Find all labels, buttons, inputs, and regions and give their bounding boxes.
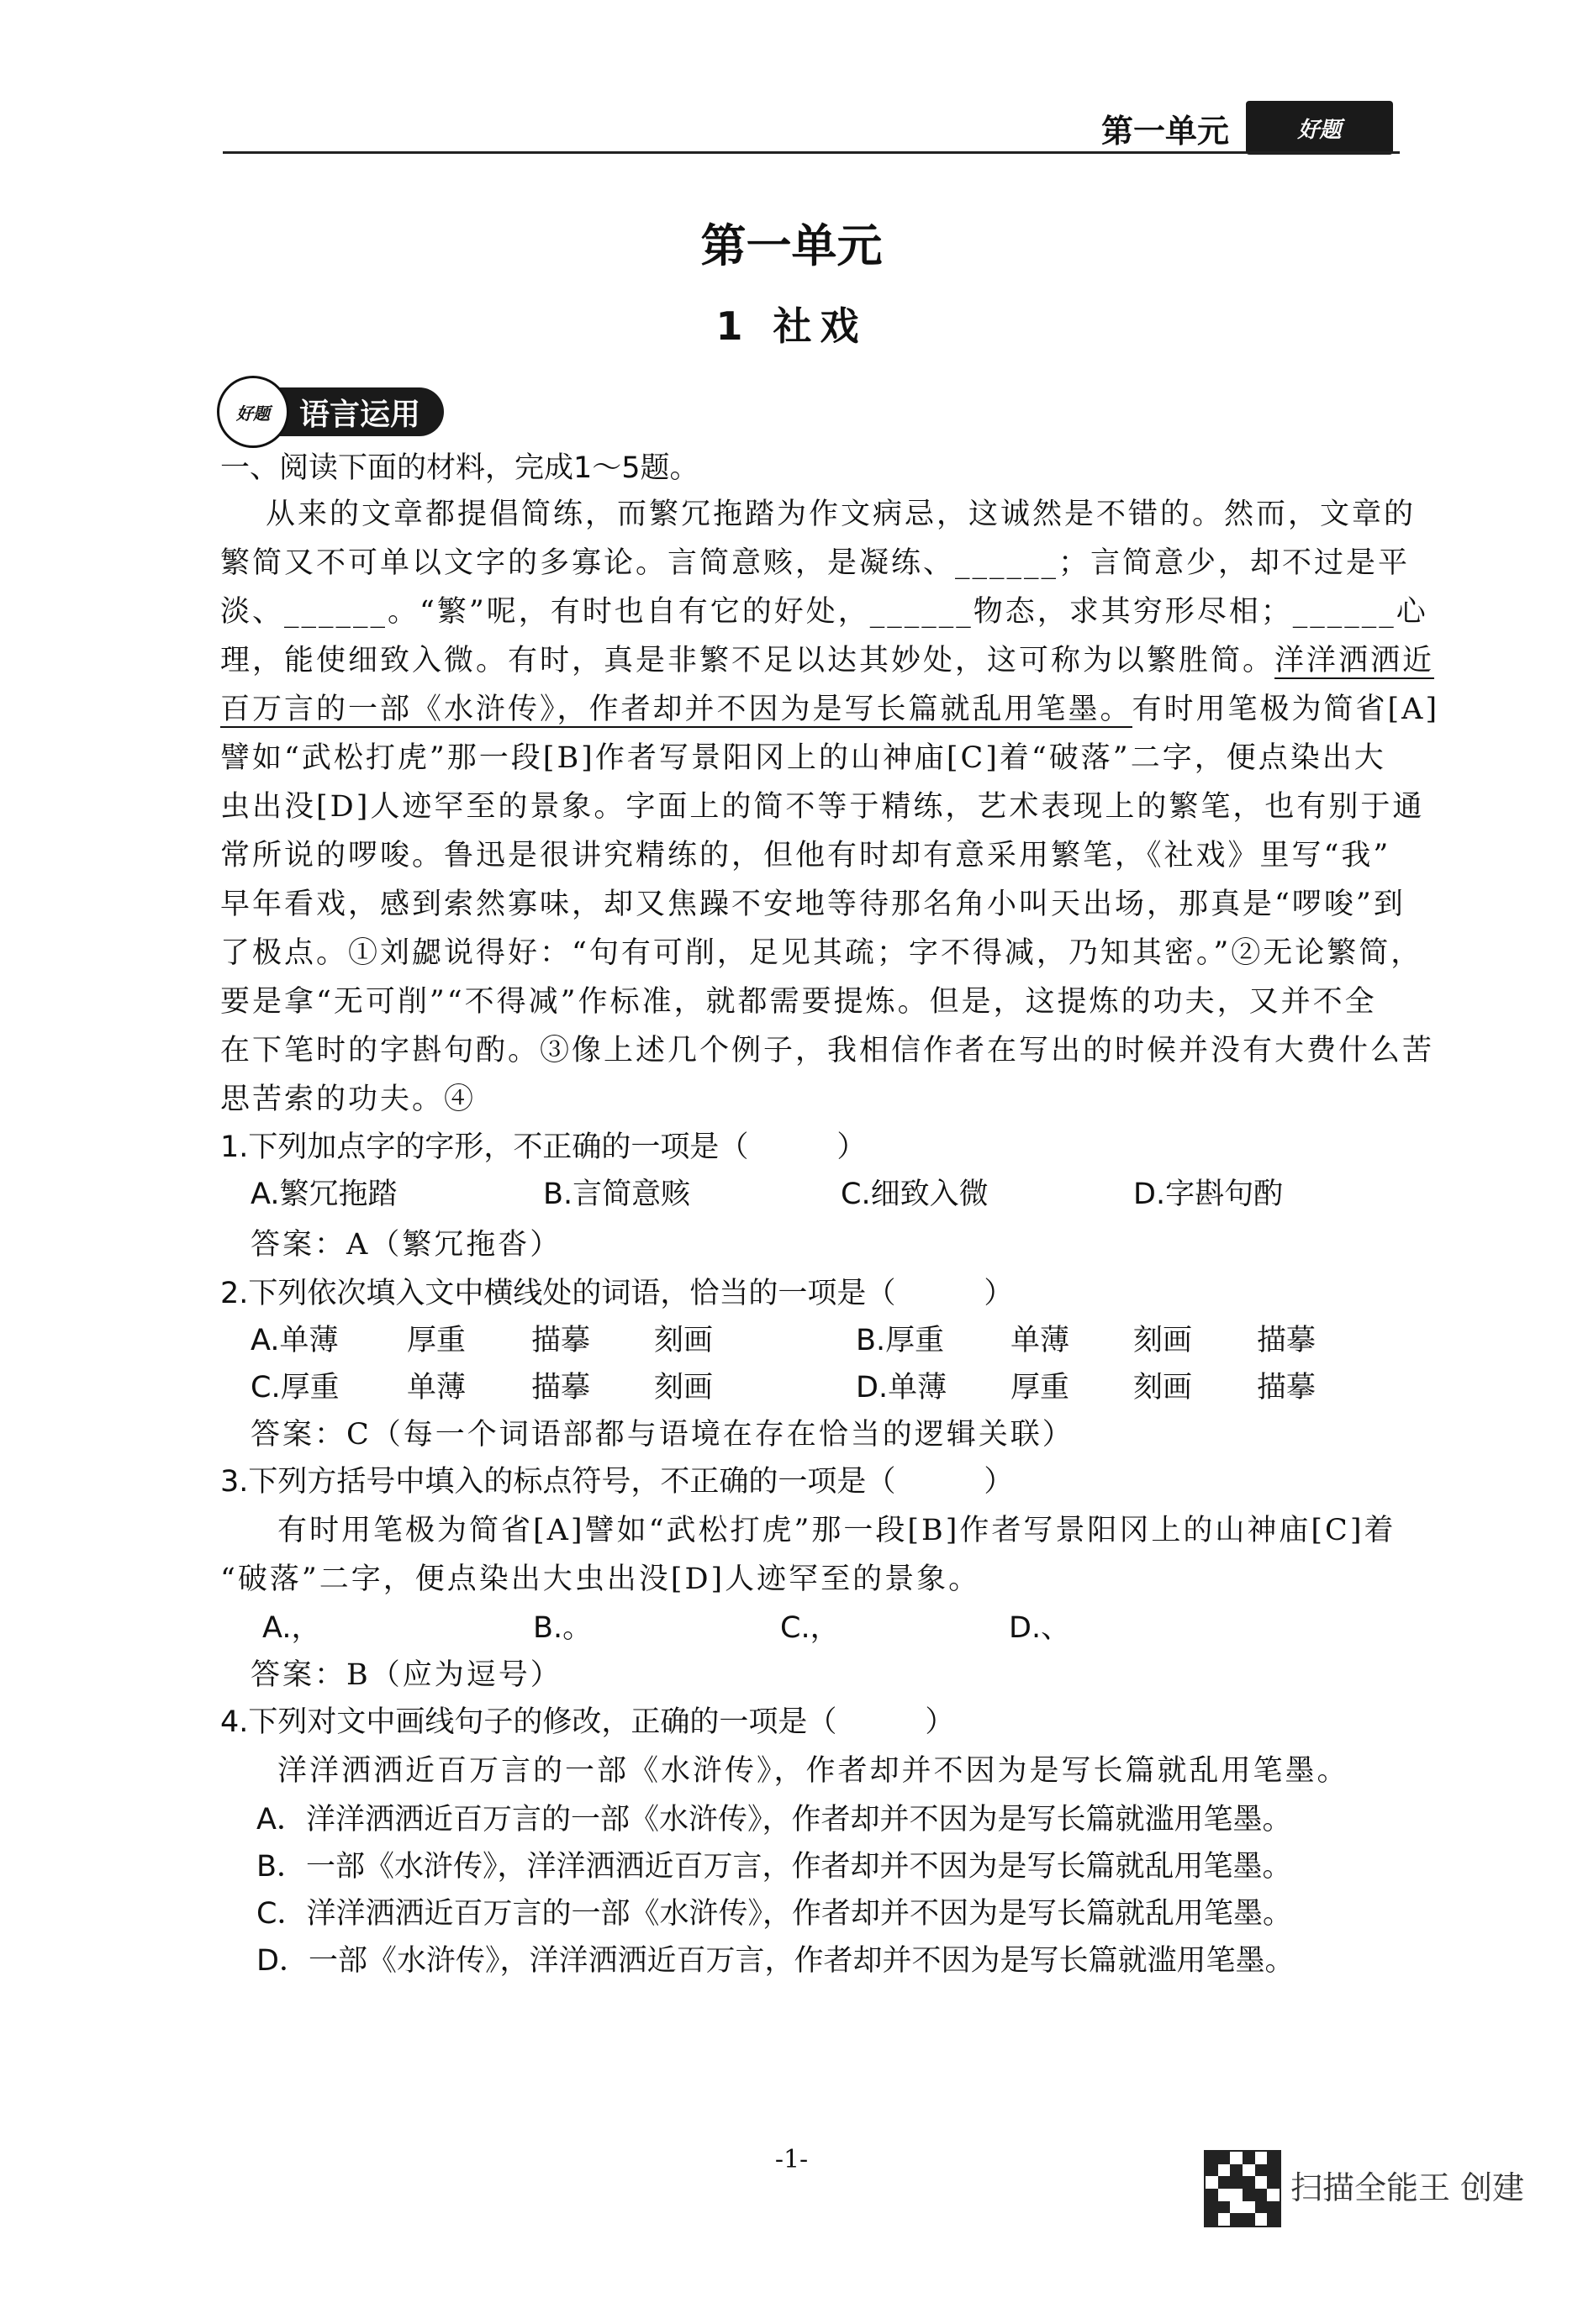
q3-option-d: D.、	[1009, 1611, 1071, 1645]
page-title: 第一单元	[700, 219, 883, 272]
q2-option-c-word2: 单薄	[407, 1371, 467, 1404]
q2-option-c-word4: 刻画	[654, 1371, 714, 1404]
q3-answer: 答案：B（应为逗号）	[251, 1658, 562, 1692]
q4-option-a: A．洋洋洒洒近百万言的一部《水浒传》，作者却并不因为是写长篇就滥用笔墨。	[256, 1803, 1292, 1837]
q2-option-d-word2: 厚重	[1010, 1371, 1070, 1404]
passage-line	[220, 688, 1439, 730]
question-2-stem: 2.下列依次填入文中横线处的词语，恰当的一项是（ ）	[220, 1277, 1014, 1310]
q2-answer: 答案：C（每一个词语部都与语境在存在恰当的逻辑关联）	[251, 1418, 1074, 1452]
q2-option-b-word2: 单薄	[1010, 1324, 1070, 1357]
q4-option-d: D．一部《水浒传》，洋洋洒洒近百万言，作者却并不因为是写长篇就滥用笔墨。	[256, 1944, 1295, 1978]
q2-option-a-word3: 描摹	[531, 1324, 591, 1357]
passage-line: 淡、______。“繁”呢，有时也自有它的好处，______物态，求其穷形尽相；______心	[220, 595, 1428, 629]
q4-quote: 洋洋洒洒近百万言的一部《水浒传》，作者却并不因为是写长篇就乱用笔墨。	[277, 1754, 1349, 1788]
q3-option-c: C.，	[780, 1611, 840, 1645]
passage-line: 从来的文章都提倡简练，而繁冗拖踏为作文病忌，这诚然是不错的。然而，文章的	[266, 498, 1417, 531]
q2-option-a-word2: 厚重	[407, 1324, 467, 1357]
q3-option-b: B.。	[533, 1611, 593, 1645]
passage-segment: 有时用笔极为简省[A]	[1132, 693, 1440, 726]
passage-line: 常所说的啰唆。鲁迅是很讲究精练的，但他有时却有意采用繁笔，《社戏》里写“我”	[220, 839, 1391, 872]
passage-line: 了极点。①刘勰说得好：“句有可削，足见其疏；字不得减，乃知其密。”②无论繁简，	[220, 936, 1423, 970]
q2-option-d-word3: 刻画	[1133, 1371, 1193, 1404]
section-label: 语言运用	[264, 387, 444, 436]
question-4-stem: 4.下列对文中画线句子的修改，正确的一项是（ ）	[220, 1705, 955, 1739]
lesson-title: 1 社戏	[715, 303, 868, 349]
q4-option-b: B．一部《水浒传》，洋洋洒洒近百万言，作者却并不因为是写长篇就乱用笔墨。	[256, 1850, 1292, 1884]
q3-quote-line: “破落”二字，便点染出大虫出没[D]人迹罕至的景象。	[220, 1563, 981, 1596]
q2-option-a-word4: 刻画	[654, 1324, 714, 1357]
section-badge	[217, 381, 444, 443]
q2-option-b-word1: B.厚重	[856, 1324, 945, 1357]
passage-line	[220, 640, 1434, 682]
scanner-watermark: 扫描全能王 创建	[1290, 2169, 1525, 2206]
q2-option-c-word1: C.厚重	[251, 1371, 340, 1404]
question-3-stem: 3.下列方括号中填入的标点符号，不正确的一项是（ ）	[220, 1465, 1014, 1499]
q2-option-b-word3: 刻画	[1133, 1324, 1193, 1357]
passage-line: 譬如“武松打虎”那一段[B]作者写景阳冈上的山神庙[C]着“破落”二字，便点染出大	[220, 741, 1386, 775]
q2-option-a-word1: A.单薄	[251, 1324, 339, 1357]
header-logo: 好题	[1246, 101, 1393, 155]
q1-answer: 答案：A（繁冗拖沓）	[251, 1228, 562, 1262]
badge-logo-icon: 好题	[217, 376, 289, 448]
q1-option-b: B.言简意赅	[543, 1178, 691, 1211]
qr-code-icon	[1204, 2150, 1281, 2227]
underlined-sentence-part2: 百万言的一部《水浒传》，作者却并不因为是写长篇就乱用笔墨。	[220, 693, 1132, 726]
passage-line: 要是拿“无可削”“不得减”作标准，就都需要提炼。但是，这提炼的功夫，又并不全	[220, 985, 1377, 1019]
passage-line: 繁简又不可单以文字的多寡论。言简意赅，是凝练、______；言简意少，却不过是平	[220, 546, 1411, 580]
underlined-sentence-part1: 洋洋洒洒近	[1274, 644, 1435, 677]
page-number: -1-	[774, 2145, 809, 2174]
q2-option-b-word4: 描摹	[1257, 1324, 1317, 1357]
header-divider	[223, 151, 1400, 154]
q2-option-c-word3: 描摹	[531, 1371, 591, 1404]
q3-option-a: A.，	[262, 1611, 321, 1645]
q1-option-d: D.字斟句酌	[1133, 1178, 1284, 1211]
q3-quote-line: 有时用笔极为简省[A]譬如“武松打虎”那一段[B]作者写景阳冈上的山神庙[C]着	[277, 1514, 1396, 1547]
q4-option-c: C．洋洋洒洒近百万言的一部《水浒传》，作者却并不因为是写长篇就乱用笔墨。	[256, 1897, 1292, 1931]
q2-option-d-word1: D.单薄	[856, 1371, 947, 1404]
q2-option-d-word4: 描摹	[1257, 1371, 1317, 1404]
q1-option-c: C.细致入微	[841, 1178, 989, 1211]
instruction-text: 一、阅读下面的材料，完成1～5题。	[220, 451, 699, 485]
passage-line: 在下笔时的字斟句酌。③像上述几个例子，我相信作者在写出的时候并没有大费什么苦	[220, 1034, 1435, 1067]
passage-segment: 理，能使细致入微。有时，真是非繁不足以达其妙处，这可称为以繁胜简。	[220, 644, 1275, 677]
q1-option-a: A.繁冗拖踏	[251, 1178, 398, 1211]
question-1-stem: 1.下列加点字的字形，不正确的一项是（ ）	[220, 1130, 867, 1164]
passage-line: 虫出没[D]人迹罕至的景象。字面上的简不等于精练，艺术表现上的繁笔，也有别于通	[220, 790, 1425, 824]
passage-line: 早年看戏，感到索然寡味，却又焦躁不安地等待那名角小叫天出场，那真是“啰唆”到	[220, 888, 1406, 921]
passage-line: 思苦索的功夫。④	[220, 1083, 477, 1116]
header-unit-label: 第一单元	[1101, 113, 1230, 150]
